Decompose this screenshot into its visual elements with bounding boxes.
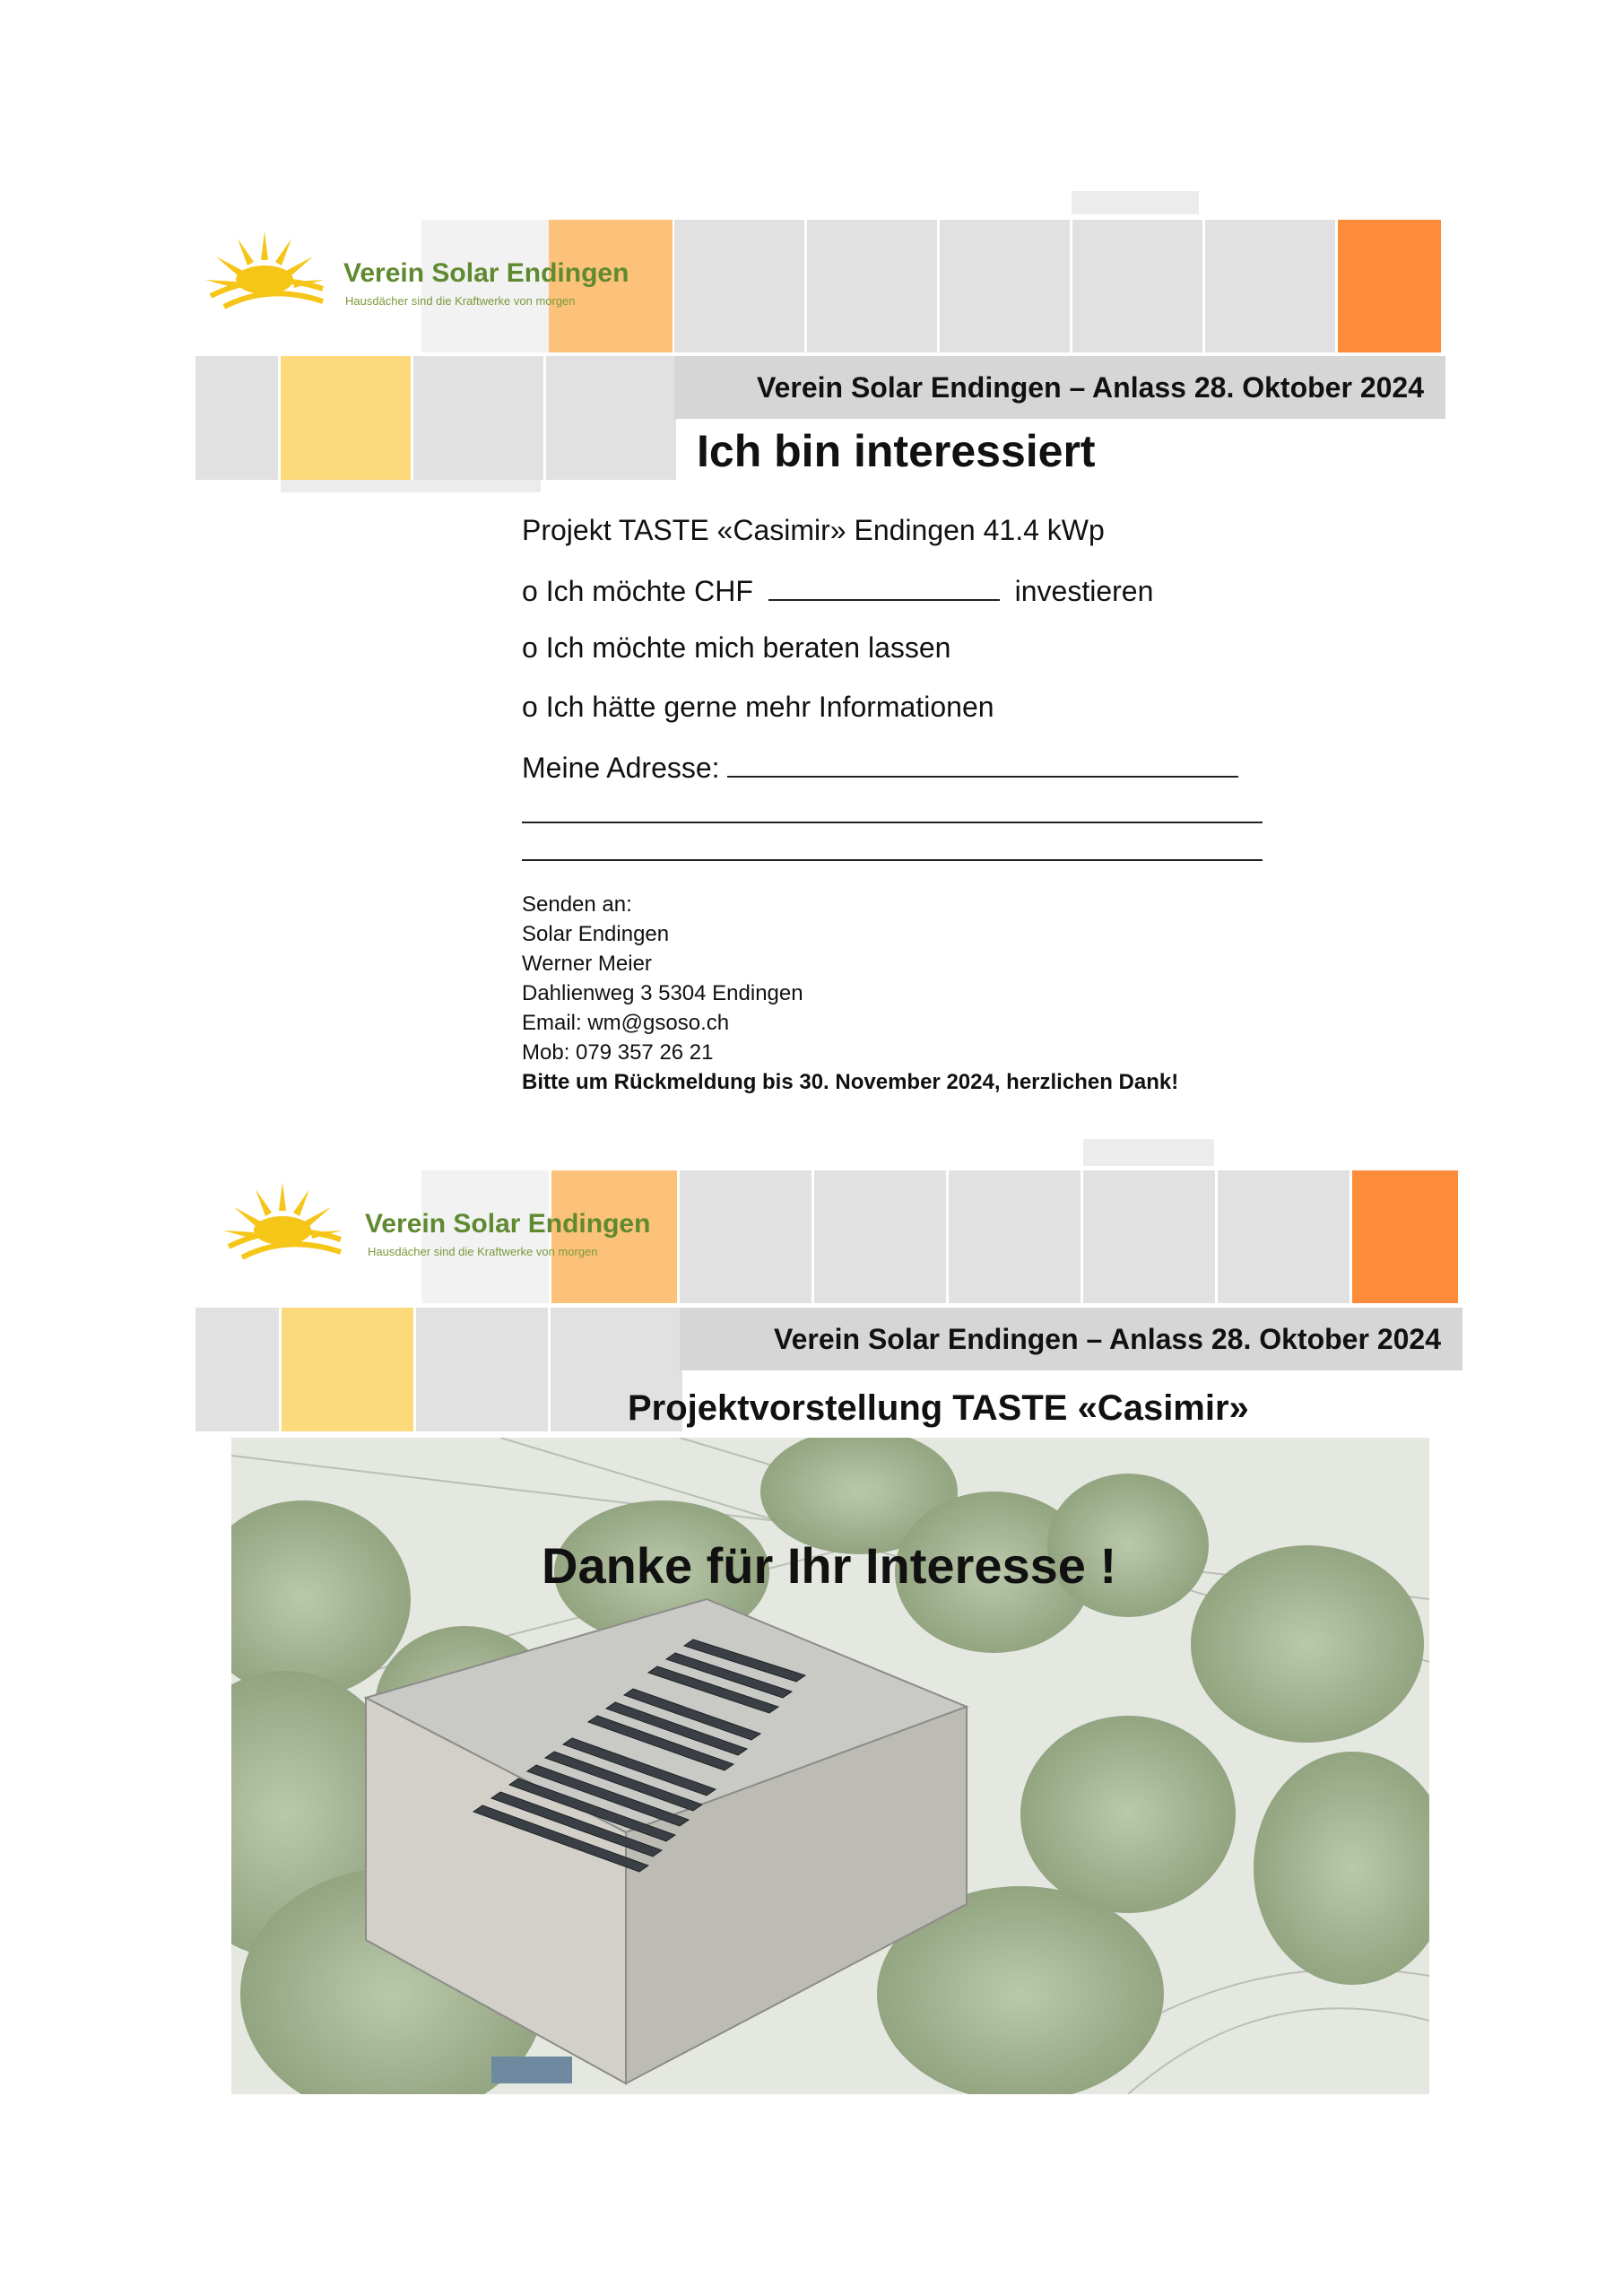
- logo-name: Verein Solar Endingen: [365, 1209, 651, 1239]
- top-banner: Verein Solar Endingen – Anlass 28. Oktober 2024: [674, 356, 1445, 419]
- amount-field[interactable]: [768, 572, 1000, 601]
- sun-logo-icon: [220, 1175, 345, 1260]
- send-to-email[interactable]: Email: wm@gsoso.ch: [522, 1011, 730, 1035]
- interest-title: Ich bin interessiert: [697, 426, 1096, 476]
- invest-option[interactable]: [522, 572, 1153, 608]
- address-field[interactable]: [727, 749, 1238, 778]
- address-field-line-3[interactable]: [522, 859, 1263, 861]
- logo-tagline: Hausdächer sind die Kraftwerke von morgen: [368, 1245, 598, 1258]
- send-to-street: Dahlienweg 3 5304 Endingen: [522, 981, 803, 1005]
- send-to-person: Werner Meier: [522, 952, 652, 976]
- address-line[interactable]: [522, 749, 1238, 785]
- info-option[interactable]: o Ich hätte gerne mehr Informationen: [522, 691, 994, 723]
- send-to-label: Senden an:: [522, 892, 632, 917]
- deadline-note: Bitte um Rückmeldung bis 30. November 2024, herzlichen Dank!: [522, 1070, 1179, 1094]
- thanks-message: Danke für Ihr Interesse !: [542, 1537, 1117, 1594]
- send-to-mobile: Mob: 079 357 26 21: [522, 1040, 714, 1065]
- bottom-banner: Verein Solar Endingen – Anlass 28. Oktober 2024: [680, 1308, 1462, 1370]
- invest-prefix: o Ich möchte CHF: [522, 575, 753, 607]
- send-to-org: Solar Endingen: [522, 922, 670, 946]
- address-field-line-2[interactable]: [522, 822, 1263, 823]
- logo-tagline: Hausdächer sind die Kraftwerke von morgen: [345, 294, 576, 308]
- building-rendering-image: [231, 1438, 1429, 2094]
- project-line: Projekt TASTE «Casimir» Endingen 41.4 kWp: [522, 514, 1105, 546]
- logo-name: Verein Solar Endingen: [343, 258, 629, 288]
- address-label: Meine Adresse:: [522, 752, 720, 784]
- presentation-title: Projektvorstellung TASTE «Casimir»: [628, 1388, 1249, 1428]
- sun-logo-icon: [202, 224, 327, 309]
- advice-option[interactable]: o Ich möchte mich beraten lassen: [522, 631, 951, 664]
- invest-suffix: investieren: [1014, 575, 1154, 607]
